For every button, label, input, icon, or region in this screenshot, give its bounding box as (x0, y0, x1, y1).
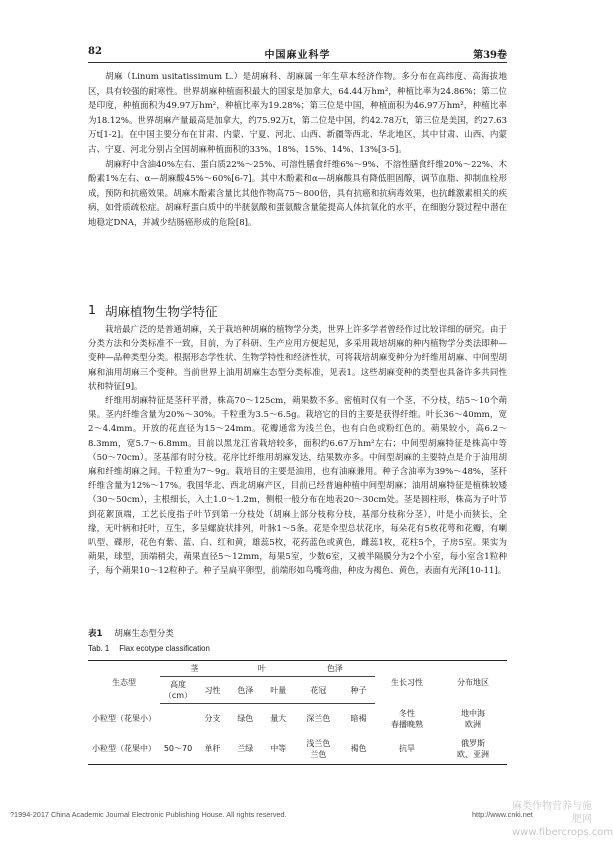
body-paragraph-2: 纤维用胡麻特征是茎秆平滑，株高70～125cm，蒴果数不多。密植时仅有一个茎，不分枝，结5～10个蒴果。茎内纤维含量为20%～30%。千粒重为3.5～6.5g。栽培它的目的主要是获得纤维。叶长36～40mm，宽2～4.4mm。开放的花直径为15～24mm。花瓣通常为浅兰色，也有白色或粉红色的。蒴果较小，高6.2～8.3mm，宽5.7～6.8mm。目前以黑龙江省栽培较多，面积约6.67万hm²左右；中间型胡麻特征是株高中等（50～70cm）。茎基部有时分枝。花序比纤维用胡麻发达，结果数亦多。中间型胡麻的主要特点是介于油用胡麻和纤维胡麻之间。千粒重为7～9g。栽培目的主要是油用，也有油麻兼用。种子含油率为39%～48%，茎秆纤维含量为12%～17%。我国华北、西北胡麻产区，目前已经普遍种植中间型胡麻；油用胡麻特征是植株较矮（30～50cm），主根细长，入土1.0～1.2m，侧根一般分布在地表20～30cm处。茎是圆柱形，株高为子叶节到花絮顶端，工艺长度指子叶节到第一分枝处（胡麻上部分枝称分枝，基部分枝称分茎），叶是小而狭长，全缘，无叶柄和托叶，互生，多呈螺旋状排列，叶脉1～5条。花是伞型总状花序，每朵花有5枚花萼和花瓣，有喇叭型、碟形，花色有紫、蓝、白、红和黄，雄蕊5枚，花药蓝色或黄色，雌蕊1枚，花柱5个，子房5室。果实为蒴果，球型，顶端稍尖，蒴果直径5～12mm，每果5室，少数6室，又被半隔膜分为2个小室，每小室含1粒种子，每个蒴果10～12粒种子。种子呈扁平卵型，前端形如鸟嘴弯曲，种皮为褐色、黄色，表面有光泽[10-11]。 (88, 396, 507, 577)
cell-growth: 冬性 春播晚熟 (391, 708, 423, 729)
cell-ecotype: 小粒型（花果中） (88, 734, 160, 765)
footer-website-link[interactable]: http://www.cnki.net (472, 810, 533, 819)
page-number: 82 (88, 46, 102, 57)
col-growth-habit: 生长习性 (375, 661, 439, 704)
col-leaf-color: 色泽 (229, 677, 262, 704)
ecotype-table (88, 660, 507, 765)
col-height: 高度（cm） (160, 677, 196, 704)
table-number-en: Tab. 1 (88, 644, 110, 653)
section-number: 1 (88, 302, 96, 317)
cell-leaf-amount: 量大 (270, 714, 287, 724)
table-number-cn: 表1 (88, 629, 103, 639)
cell-leaf-amount: 中等 (262, 734, 295, 765)
table-row (88, 734, 507, 765)
cell-height: 50～70 (160, 734, 196, 765)
col-corolla: 花冠 (295, 677, 342, 704)
col-group-color: 色泽 (295, 661, 375, 677)
cell-leaf-color: 兰绿 (229, 734, 262, 765)
body-paragraph-1: 栽培最广泛的是普通胡麻，关于栽培种胡麻的植物学分类，世界上许多学者曾经作过比较详细的研究。由于分类方法和分类标准不一致，目前，为了科研、生产应用方便起见，多采用栽培胡麻的种内植物学分类法即种—变种—品种类型分类。根据形态学性状、生物学特性和经济性状，可将栽培胡麻变种分为纤维用胡麻、中间型胡麻和油用胡麻三个变种。当前世界上油用胡麻生态型分类标准，见表1。这些胡麻变种的类型也具备许多共同性状和特征[9]。 (88, 325, 507, 392)
journal-name: 中国麻业科学 (264, 50, 331, 61)
col-region: 分布地区 (439, 661, 507, 704)
cell-seed: 褐色 (342, 734, 375, 765)
cell-habit: 单秆 (196, 734, 229, 765)
intro-text (88, 70, 507, 231)
col-habit: 习性 (196, 677, 229, 704)
cell-growth: 抗旱 (375, 734, 439, 765)
copyright-notice: ?1994-2017 China Academic Journal Electronic Publishing House. All rights reserved. (10, 810, 287, 819)
col-leaf-amount: 叶量 (262, 677, 295, 704)
watermark (512, 800, 613, 839)
watermark-line-2: www.fibercrops.com (512, 827, 613, 838)
cell-corolla: 浅兰色 兰色 (295, 734, 342, 765)
col-ecotype: 生态型 (88, 661, 160, 704)
cell-region: 地中海 欧洲 (461, 708, 485, 729)
col-seed: 种子 (342, 677, 375, 704)
intro-paragraph-1: 胡麻（Linum usitatissimum L.）是胡麻科、胡麻属一年生草本经济作物。多分布在高纬度、高海拔地区，具有较强的耐寒性。世界胡麻种植面积最大的国家是加拿大，64.44万hm²，种植比率为24.86%；第二位是印度，种植面积为49.97万hm²，种植比率为19.28%；第三位是中国，种植面积为46.97万hm²，种植比率为18.12%。世界胡麻产量最高是加拿大，约75.92万t，第二位是中国，约42.78万t，第三位是美国，约27.63万t[1-2]。在中国主要分布在甘肃、内蒙、宁夏、河北、山西、新疆等西北、华北地区，其中甘肃、山西、内蒙古、宁夏、河北分别占全国胡麻种植面积的33%、18%、15%、14%、13%[3-5]。 (88, 72, 507, 155)
section-heading (88, 302, 507, 320)
cell-seed: 暗褐 (350, 714, 367, 724)
table-title-en: Flax ecotype classification (119, 644, 210, 653)
cell-height (160, 704, 196, 734)
section-text (88, 323, 507, 579)
cell-leaf-color: 绿色 (237, 714, 254, 724)
cell-corolla: 深兰色 (306, 714, 331, 724)
col-group-stem: 茎 (160, 661, 229, 677)
table-title-cn: 胡麻生态型分类 (114, 629, 174, 639)
table-caption-cn (88, 627, 174, 639)
cell-habit: 分支 (204, 714, 221, 724)
section-title: 胡麻植物生物学特征 (105, 304, 218, 319)
cell-ecotype: 小粒型（花果小） (92, 714, 156, 723)
cell-region: 俄罗斯 欧、亚洲 (439, 734, 507, 765)
running-header (88, 46, 507, 60)
table-caption-en (88, 644, 210, 653)
header-rule (88, 62, 507, 63)
col-group-leaf: 叶 (229, 661, 295, 677)
watermark-line-1: 麻类作物营养与施肥网 (512, 801, 592, 825)
intro-paragraph-2: 胡麻籽中含油40%左右、蛋白质22%～25%、可溶性膳食纤维6%～9%、不溶性膳食纤维20%～22%、木酚素1%左右、α—胡麻酸45%～60%[6-7]。其中木酚素和α—胡麻酸具有降低胆固醇，调节血脂、抑制血栓形成，预防和抗癌效果。胡麻木酚素含量比其他作物高75～800倍，具有抗癌和抗病毒效果，也抗雌激素相关的疾病，如骨质疏松症。胡麻籽蛋白质中的半胱氨酸和蛋氨酸含量能提高人体抗氧化的水平，在细胞分裂过程中潜在地稳定DNA，并减少结肠癌形成的危险[8]。 (88, 159, 507, 228)
volume-number: 第39卷 (473, 50, 507, 61)
table-row (88, 704, 507, 734)
